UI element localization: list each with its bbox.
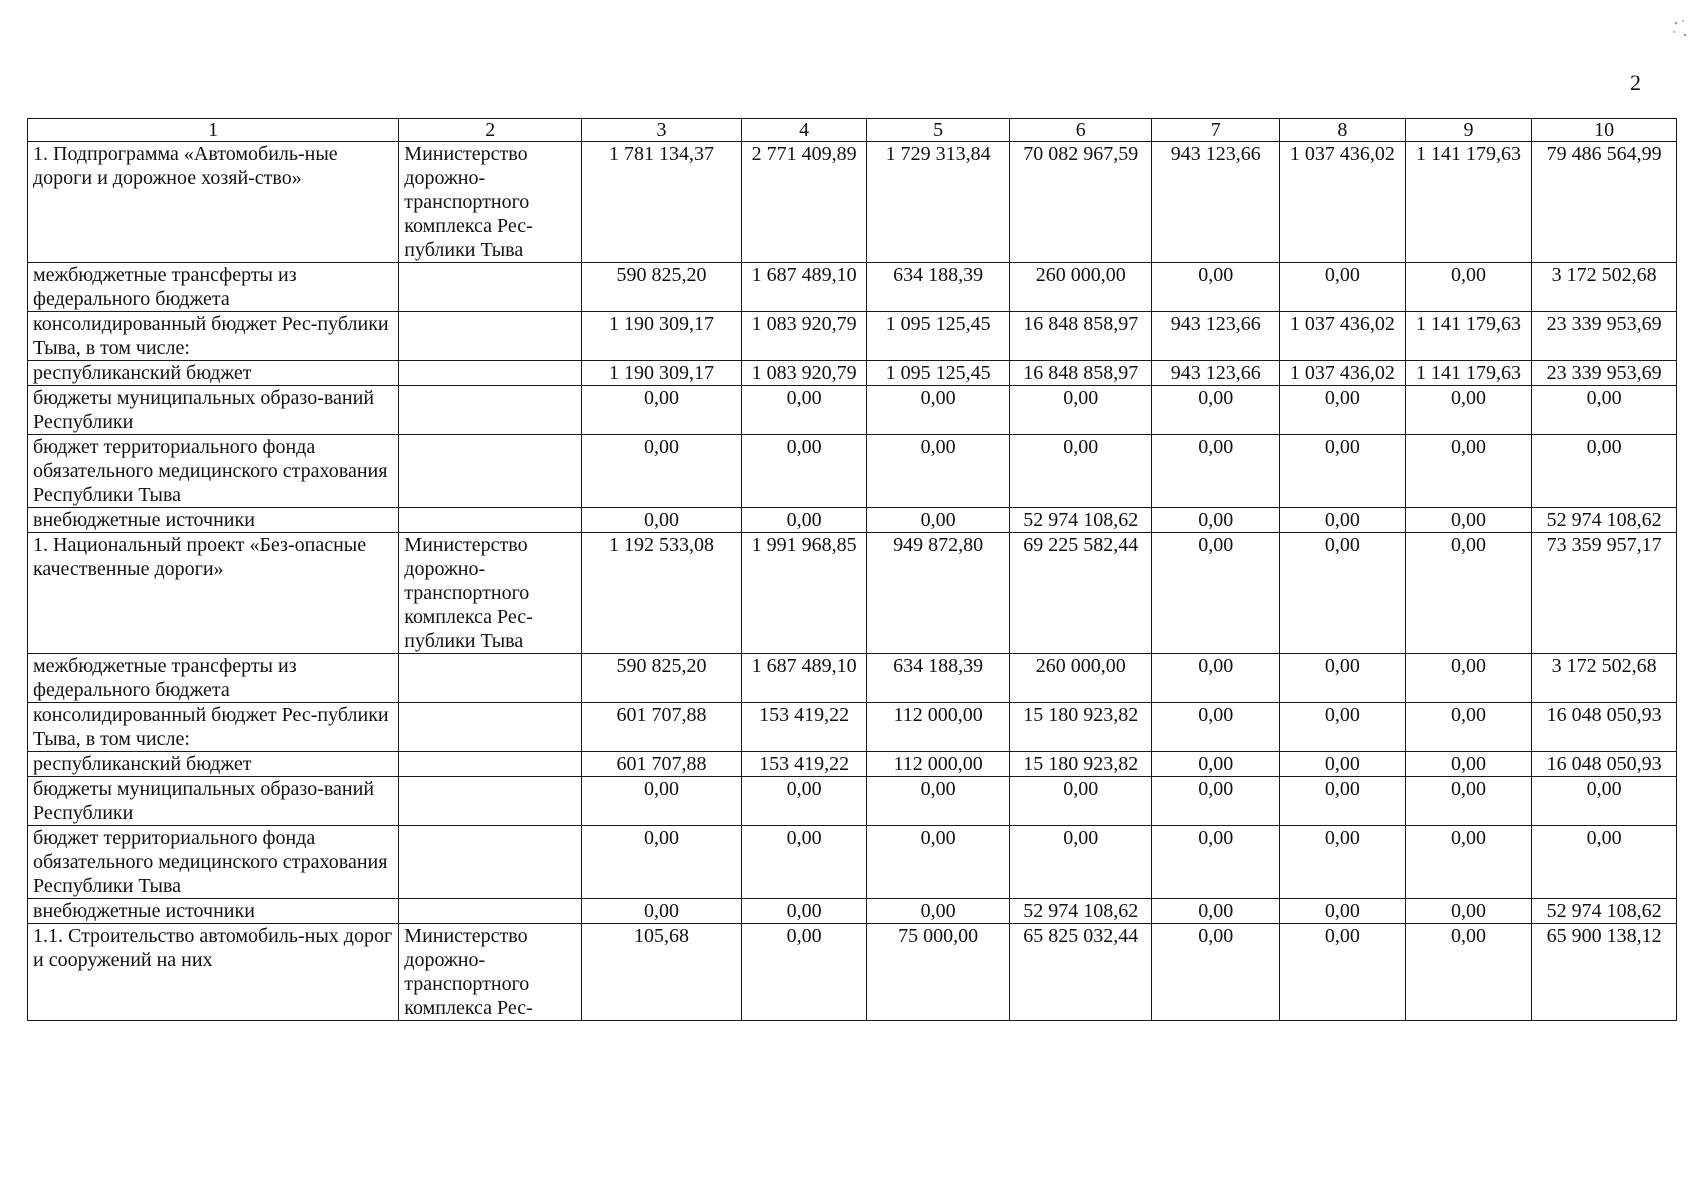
value-cell: 590 825,20: [582, 654, 742, 703]
column-header: 4: [741, 119, 867, 142]
value-cell: 23 339 953,69: [1532, 361, 1677, 386]
value-cell: 1 083 920,79: [741, 361, 867, 386]
budget-table: [27, 118, 1677, 1021]
table-row: [28, 826, 1677, 899]
value-cell: 75 000,00: [867, 924, 1010, 1021]
column-header: 10: [1532, 119, 1677, 142]
value-cell: 0,00: [741, 899, 867, 924]
row-label: 1.1. Строительство автомобиль-ных дорог и сооружений на них: [28, 924, 399, 1021]
row-label: республиканский бюджет: [28, 752, 399, 777]
value-cell: 0,00: [1405, 899, 1532, 924]
row-label: республиканский бюджет: [28, 361, 399, 386]
value-cell: 65 900 138,12: [1532, 924, 1677, 1021]
value-cell: 0,00: [582, 826, 742, 899]
value-cell: 16 048 050,93: [1532, 752, 1677, 777]
column-header: 6: [1009, 119, 1152, 142]
executor-cell: [399, 263, 582, 312]
row-label: бюджет территориального фонда обязательного медицинского страхования Республики Тыва: [28, 435, 399, 508]
value-cell: 0,00: [1280, 386, 1406, 435]
value-cell: 0,00: [1280, 899, 1406, 924]
value-cell: 0,00: [1532, 435, 1677, 508]
value-cell: 1 190 309,17: [582, 361, 742, 386]
value-cell: 153 419,22: [741, 752, 867, 777]
value-cell: 0,00: [741, 777, 867, 826]
value-cell: 1 083 920,79: [741, 312, 867, 361]
value-cell: 1 095 125,45: [867, 361, 1010, 386]
row-label: 1. Подпрограмма «Автомобиль-ные дороги и дорожное хозяй-ство»: [28, 142, 399, 263]
executor-cell: Министерство дорожно-транспортного комплекса Рес-публики Тыва: [399, 142, 582, 263]
column-header: 2: [399, 119, 582, 142]
value-cell: 1 037 436,02: [1280, 312, 1406, 361]
value-cell: 0,00: [1280, 508, 1406, 533]
value-cell: 0,00: [1152, 533, 1280, 654]
table-row: [28, 386, 1677, 435]
executor-cell: [399, 752, 582, 777]
value-cell: 153 419,22: [741, 703, 867, 752]
value-cell: 1 141 179,63: [1405, 142, 1532, 263]
table-row: [28, 752, 1677, 777]
value-cell: 0,00: [1152, 752, 1280, 777]
value-cell: 949 872,80: [867, 533, 1010, 654]
value-cell: 0,00: [741, 435, 867, 508]
value-cell: 0,00: [867, 777, 1010, 826]
value-cell: 0,00: [582, 899, 742, 924]
value-cell: 260 000,00: [1009, 654, 1152, 703]
value-cell: 65 825 032,44: [1009, 924, 1152, 1021]
executor-cell: [399, 777, 582, 826]
row-label: бюджеты муниципальных образо-ваний Республики: [28, 777, 399, 826]
value-cell: 1 037 436,02: [1280, 361, 1406, 386]
column-header: 7: [1152, 119, 1280, 142]
value-cell: 1 141 179,63: [1405, 312, 1532, 361]
value-cell: 73 359 957,17: [1532, 533, 1677, 654]
executor-cell: [399, 654, 582, 703]
value-cell: 0,00: [1009, 826, 1152, 899]
value-cell: 112 000,00: [867, 752, 1010, 777]
value-cell: 0,00: [1532, 826, 1677, 899]
executor-cell: [399, 386, 582, 435]
value-cell: 0,00: [582, 386, 742, 435]
value-cell: 0,00: [1532, 777, 1677, 826]
row-label: межбюджетные трансферты из федерального бюджета: [28, 654, 399, 703]
value-cell: 601 707,88: [582, 703, 742, 752]
value-cell: 1 687 489,10: [741, 654, 867, 703]
value-cell: 0,00: [1280, 752, 1406, 777]
value-cell: 0,00: [1152, 263, 1280, 312]
value-cell: 79 486 564,99: [1532, 142, 1677, 263]
column-number-row: [28, 119, 1677, 142]
value-cell: 0,00: [1405, 703, 1532, 752]
value-cell: 0,00: [1405, 263, 1532, 312]
column-header: 9: [1405, 119, 1532, 142]
value-cell: 0,00: [1405, 508, 1532, 533]
value-cell: 634 188,39: [867, 263, 1010, 312]
page-number: 2: [1630, 70, 1641, 95]
table-row: [28, 924, 1677, 1021]
value-cell: 0,00: [1405, 777, 1532, 826]
value-cell: 15 180 923,82: [1009, 752, 1152, 777]
value-cell: 0,00: [741, 924, 867, 1021]
value-cell: 601 707,88: [582, 752, 742, 777]
row-label: консолидированный бюджет Рес-публики Тыва, в том числе:: [28, 312, 399, 361]
value-cell: 3 172 502,68: [1532, 263, 1677, 312]
executor-cell: [399, 435, 582, 508]
value-cell: 0,00: [1152, 924, 1280, 1021]
value-cell: 943 123,66: [1152, 142, 1280, 263]
value-cell: 0,00: [1280, 924, 1406, 1021]
table-row: [28, 263, 1677, 312]
table-row: [28, 654, 1677, 703]
value-cell: 0,00: [1405, 533, 1532, 654]
value-cell: 1 141 179,63: [1405, 361, 1532, 386]
value-cell: 0,00: [1152, 508, 1280, 533]
value-cell: 1 037 436,02: [1280, 142, 1406, 263]
value-cell: 52 974 108,62: [1532, 899, 1677, 924]
value-cell: 0,00: [1405, 752, 1532, 777]
value-cell: 69 225 582,44: [1009, 533, 1152, 654]
value-cell: 15 180 923,82: [1009, 703, 1152, 752]
value-cell: 23 339 953,69: [1532, 312, 1677, 361]
value-cell: 0,00: [1280, 263, 1406, 312]
scan-mark-icon: [1670, 18, 1690, 40]
value-cell: 0,00: [867, 826, 1010, 899]
value-cell: 52 974 108,62: [1532, 508, 1677, 533]
value-cell: 0,00: [1152, 654, 1280, 703]
row-label: внебюджетные источники: [28, 899, 399, 924]
row-label: консолидированный бюджет Рес-публики Тыва, в том числе:: [28, 703, 399, 752]
value-cell: 0,00: [741, 826, 867, 899]
value-cell: 0,00: [1009, 386, 1152, 435]
value-cell: 0,00: [1405, 826, 1532, 899]
value-cell: 0,00: [867, 435, 1010, 508]
executor-cell: [399, 508, 582, 533]
value-cell: 1 687 489,10: [741, 263, 867, 312]
table-body: [28, 119, 1677, 1021]
value-cell: 0,00: [1280, 777, 1406, 826]
table-row: [28, 533, 1677, 654]
row-label: межбюджетные трансферты из федерального бюджета: [28, 263, 399, 312]
value-cell: 112 000,00: [867, 703, 1010, 752]
value-cell: 1 729 313,84: [867, 142, 1010, 263]
value-cell: 634 188,39: [867, 654, 1010, 703]
row-label: бюджет территориального фонда обязательного медицинского страхования Республики Тыва: [28, 826, 399, 899]
value-cell: 52 974 108,62: [1009, 899, 1152, 924]
value-cell: 0,00: [1405, 924, 1532, 1021]
value-cell: 0,00: [582, 508, 742, 533]
value-cell: 1 991 968,85: [741, 533, 867, 654]
table-row: [28, 703, 1677, 752]
value-cell: 0,00: [1405, 386, 1532, 435]
value-cell: 590 825,20: [582, 263, 742, 312]
value-cell: 0,00: [1009, 777, 1152, 826]
table-row: [28, 142, 1677, 263]
column-header: 3: [582, 119, 742, 142]
executor-cell: Министерство дорожно-транспортного комплекса Рес-публики Тыва: [399, 533, 582, 654]
table-row: [28, 508, 1677, 533]
value-cell: 0,00: [1532, 386, 1677, 435]
executor-cell: [399, 361, 582, 386]
value-cell: 70 082 967,59: [1009, 142, 1152, 263]
value-cell: 16 848 858,97: [1009, 361, 1152, 386]
table-row: [28, 361, 1677, 386]
executor-cell: [399, 899, 582, 924]
table-row: [28, 899, 1677, 924]
value-cell: 0,00: [1405, 654, 1532, 703]
table-row: [28, 435, 1677, 508]
value-cell: 52 974 108,62: [1009, 508, 1152, 533]
value-cell: 0,00: [1152, 826, 1280, 899]
row-label: внебюджетные источники: [28, 508, 399, 533]
value-cell: 0,00: [1280, 826, 1406, 899]
value-cell: 0,00: [1152, 899, 1280, 924]
row-label: 1. Национальный проект «Без-опасные качественные дороги»: [28, 533, 399, 654]
value-cell: 2 771 409,89: [741, 142, 867, 263]
table-row: [28, 777, 1677, 826]
executor-cell: Министерство дорожно-транспортного комплекса Рес-: [399, 924, 582, 1021]
value-cell: 0,00: [1280, 435, 1406, 508]
value-cell: 1 095 125,45: [867, 312, 1010, 361]
value-cell: 16 048 050,93: [1532, 703, 1677, 752]
row-label: бюджеты муниципальных образо-ваний Республики: [28, 386, 399, 435]
value-cell: 105,68: [582, 924, 742, 1021]
value-cell: 0,00: [867, 508, 1010, 533]
value-cell: 0,00: [1280, 654, 1406, 703]
value-cell: 0,00: [1152, 435, 1280, 508]
value-cell: 0,00: [1009, 435, 1152, 508]
value-cell: 1 192 533,08: [582, 533, 742, 654]
value-cell: 0,00: [582, 435, 742, 508]
column-header: 1: [28, 119, 399, 142]
value-cell: 0,00: [1405, 435, 1532, 508]
value-cell: 943 123,66: [1152, 312, 1280, 361]
value-cell: 0,00: [741, 386, 867, 435]
executor-cell: [399, 703, 582, 752]
value-cell: 0,00: [741, 508, 867, 533]
value-cell: 0,00: [1280, 533, 1406, 654]
value-cell: 0,00: [582, 777, 742, 826]
value-cell: 0,00: [867, 899, 1010, 924]
table-row: [28, 312, 1677, 361]
column-header: 5: [867, 119, 1010, 142]
value-cell: 260 000,00: [1009, 263, 1152, 312]
value-cell: 0,00: [1152, 777, 1280, 826]
column-header: 8: [1280, 119, 1406, 142]
value-cell: 3 172 502,68: [1532, 654, 1677, 703]
value-cell: 0,00: [1152, 386, 1280, 435]
value-cell: 1 781 134,37: [582, 142, 742, 263]
executor-cell: [399, 312, 582, 361]
value-cell: 16 848 858,97: [1009, 312, 1152, 361]
value-cell: 943 123,66: [1152, 361, 1280, 386]
value-cell: 0,00: [867, 386, 1010, 435]
value-cell: 1 190 309,17: [582, 312, 742, 361]
value-cell: 0,00: [1280, 703, 1406, 752]
executor-cell: [399, 826, 582, 899]
value-cell: 0,00: [1152, 703, 1280, 752]
